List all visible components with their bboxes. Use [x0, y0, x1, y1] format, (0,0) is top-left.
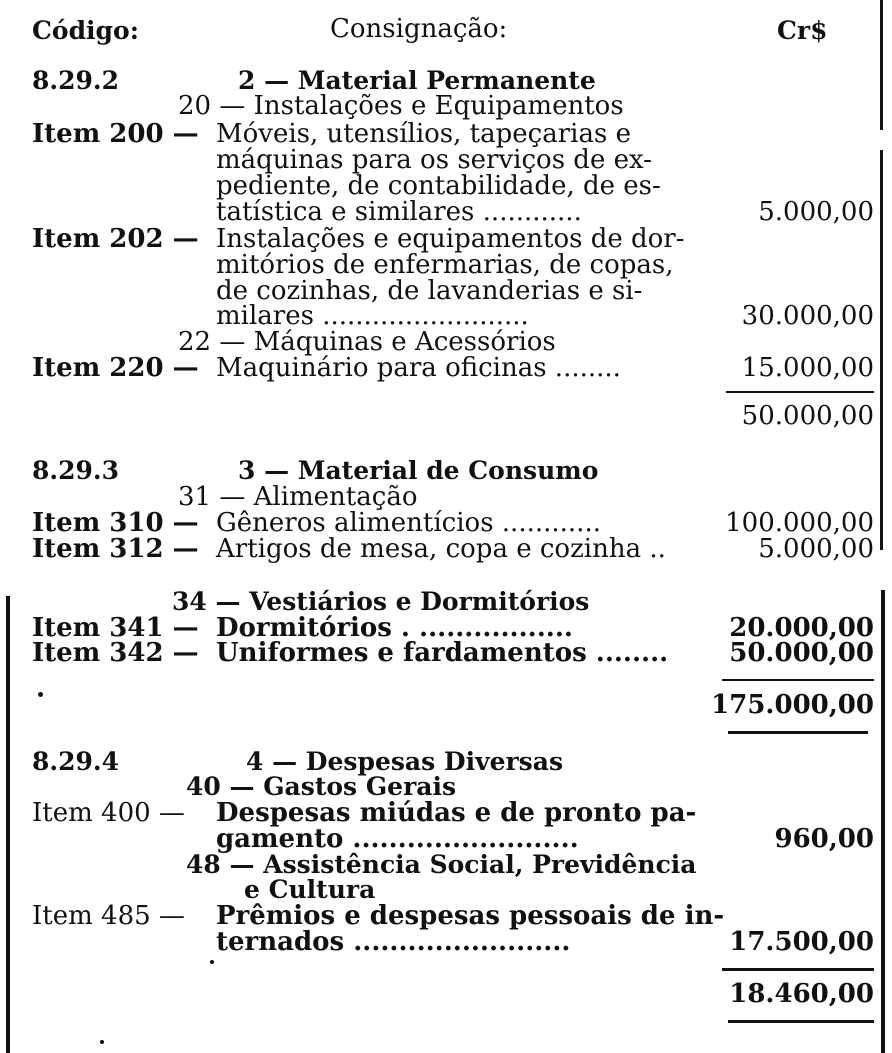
- item-400-code: Item 400 —: [32, 798, 185, 828]
- section-3-total-rule-bottom: [728, 731, 868, 734]
- left-border-lower: [6, 596, 10, 1053]
- subgroup-31: 31 — Alimentação: [178, 482, 418, 512]
- section-3-total-rule-top: [722, 679, 874, 681]
- section-title-material-de-consumo: 3 — Material de Consumo: [238, 456, 599, 485]
- item-485-code: Item 485 —: [32, 901, 185, 931]
- right-border-upper: [880, 0, 883, 130]
- item-202-line-1: Instalações e equipamentos de dor-: [216, 224, 685, 254]
- code-column-header: Código:: [32, 16, 139, 45]
- consignment-column-header: Consignação:: [330, 14, 508, 44]
- item-341-amount: 20.000,00: [729, 613, 874, 643]
- section-2-total: 50.000,00: [741, 401, 874, 431]
- item-200-line-2: máquinas para os serviços de ex-: [216, 145, 652, 175]
- section-4-total-rule-bottom: [728, 1020, 874, 1023]
- item-400-line-2: gamento .........................: [216, 824, 579, 854]
- section-code-8-29-4: 8.29.4: [32, 747, 119, 776]
- subgroup-34: 34 — Vestiários e Dormitórios: [172, 587, 590, 616]
- print-speck: [38, 692, 43, 697]
- item-312-code: Item 312 —: [32, 534, 199, 564]
- item-220-amount: 15.000,00: [741, 353, 874, 383]
- item-202-line-3: de cozinhas, de lavanderias e si-: [216, 276, 643, 306]
- item-312-amount: 5.000,00: [758, 534, 874, 564]
- subgroup-48-line-1: 48 — Assistência Social, Previdência: [186, 850, 697, 879]
- item-310-amount: 100.000,00: [725, 508, 874, 538]
- section-code-8-29-3: 8.29.3: [32, 456, 119, 485]
- section-3-total: 175.000,00: [711, 690, 874, 720]
- print-speck: [100, 1040, 104, 1044]
- right-border-lower: [881, 590, 885, 1053]
- item-312-text: Artigos de mesa, copa e cozinha ..: [216, 534, 666, 564]
- subgroup-48-line-2: e Cultura: [244, 875, 376, 904]
- item-341-code: Item 341 —: [32, 613, 199, 643]
- section-title-material-permanente: 2 — Material Permanente: [238, 66, 596, 95]
- item-485-line-1: Prêmios e despesas pessoais de in-: [216, 901, 725, 931]
- item-202-amount: 30.000,00: [741, 301, 874, 331]
- item-342-amount: 50.000,00: [729, 638, 874, 668]
- item-342-code: Item 342 —: [32, 638, 199, 668]
- section-code-8-29-2: 8.29.2: [32, 66, 119, 95]
- subgroup-22: 22 — Máquinas e Acessórios: [178, 327, 556, 357]
- subgroup-40: 40 — Gastos Gerais: [186, 772, 457, 801]
- item-200-code: Item 200 —: [32, 119, 199, 149]
- item-202-line-2: mitórios de enfermarias, de copas,: [216, 250, 674, 280]
- section-title-despesas-diversas: 4 — Despesas Diversas: [246, 747, 564, 776]
- item-485-line-2: ternados ........................: [216, 927, 571, 957]
- item-341-text: Dormitórios . .................: [216, 613, 573, 643]
- item-342-text: Uniformes e fardamentos ........: [216, 638, 669, 668]
- right-border-middle: [880, 150, 883, 550]
- item-220-code: Item 220 —: [32, 353, 199, 383]
- item-485-amount: 17.500,00: [729, 927, 874, 957]
- section-2-total-rule: [726, 391, 874, 393]
- item-200-amount: 5.000,00: [758, 197, 874, 227]
- item-310-text: Gêneros alimentícios ............: [216, 508, 601, 538]
- subgroup-20: 20 — Instalações e Equipamentos: [178, 91, 624, 121]
- section-4-total-rule-top: [722, 968, 874, 971]
- item-202-line-4: milares .........................: [216, 301, 529, 331]
- currency-column-header: Cr$: [777, 16, 828, 45]
- print-speck: [210, 960, 214, 964]
- item-200-line-3: pediente, de contabilidade, de es-: [216, 171, 661, 201]
- item-220-text: Maquinário para oficinas ........: [216, 353, 621, 383]
- item-200-line-4: tatística e similares ............: [216, 197, 582, 227]
- section-4-total: 18.460,00: [729, 979, 874, 1009]
- item-200-line-1: Móveis, utensílios, tapeçarias e: [216, 119, 631, 149]
- item-310-code: Item 310 —: [32, 508, 199, 538]
- item-202-code: Item 202 —: [32, 224, 199, 254]
- item-400-line-1: Despesas miúdas e de pronto pa-: [216, 798, 697, 828]
- item-400-amount: 960,00: [774, 824, 874, 854]
